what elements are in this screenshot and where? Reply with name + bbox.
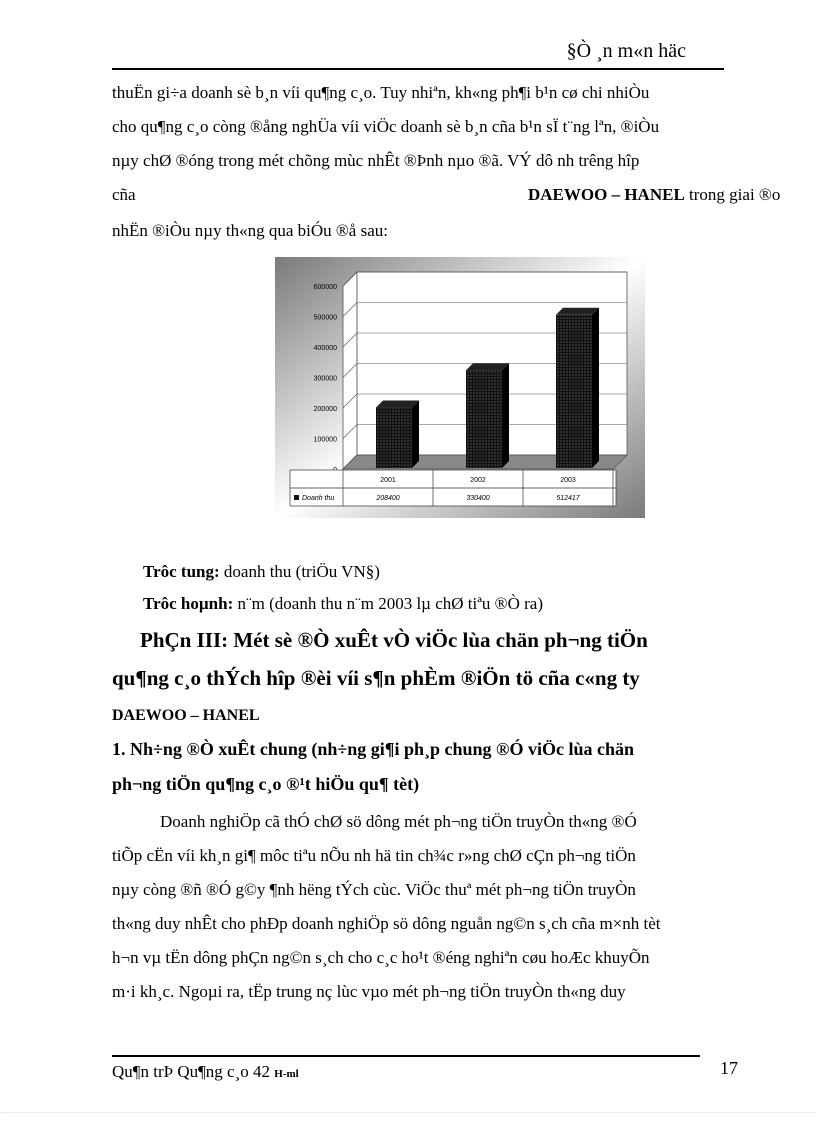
intro-line-1: thuËn gi÷a doanh sè b¸n víi qu¶ng c¸o. Tuy nhiªn, kh«ng ph¶i b¹n cø chi nhiÒu: [112, 83, 650, 102]
footer-divider: [112, 1055, 700, 1057]
x-tick-label: 2002: [470, 477, 486, 484]
bar-top: [466, 363, 509, 370]
bar-top: [556, 308, 599, 315]
bar: [376, 407, 412, 468]
y-axis-note-text: doanh thu (triÖu VN§): [219, 562, 380, 581]
subsection1-heading-line-2: ph¬ng tiÖn qu¶ng c¸o ®¹t hiÖu qu¶ tèt): [112, 774, 420, 794]
y-tick-label: 400000: [313, 345, 337, 352]
intro-line-4-tail: trong giai ®o: [689, 185, 781, 204]
bar: [466, 370, 502, 468]
y-tick-label: 600000: [313, 284, 337, 291]
y-tick-label: 500000: [313, 314, 337, 322]
legend-label: Doanh thu: [302, 495, 335, 502]
intro-line-5: nhËn ®iÒu nµy th«ng qua biÓu ®å sau:: [112, 221, 388, 240]
section3-heading-line-3: DAEWOO – HANEL: [112, 707, 260, 724]
intro-line-2: cho qu¶ng c¸o còng ®ång nghÜa víi viÖc doanh sè b¸n cña b¹n sÏ t¨ng lªn, ®iÒu: [112, 117, 660, 136]
footer-small-label: H-ml: [274, 1068, 299, 1080]
x-axis-note-label: Trôc hoµnh:: [143, 594, 234, 613]
y-tick-label: 200000: [313, 406, 337, 413]
company-name: DAEWOO – HANEL: [528, 185, 685, 204]
legend-swatch: [294, 495, 299, 500]
x-axis-note-text: n¨m (doanh thu n¨m 2003 lµ chØ tiªu ®Ò ra): [233, 594, 543, 613]
body-line-5: h¬n vµ tËn dông phÇn ng©n s¸ch cho c¸c ho¹t ®éng nghiªn cøu hoÆc khuyÕn: [112, 948, 650, 967]
page-header-title: §Ò ¸n m«n häc: [566, 40, 686, 62]
data-label: 330400: [466, 495, 490, 502]
body-line-4: th«ng duy nhÊt cho phÐp doanh nghiÖp sö dông nguån ng©n s¸ch cña m×nh tèt: [112, 914, 661, 933]
page-number: 17: [720, 1058, 738, 1078]
data-label: 208400: [376, 495, 400, 502]
y-tick-label: 100000: [313, 436, 337, 444]
footer-label: Qu¶n trÞ Qu¶ng c¸o 42: [112, 1062, 275, 1081]
revenue-chart: [275, 257, 645, 518]
x-tick-label: 2003: [560, 477, 576, 484]
bar: [556, 315, 592, 468]
bar-side: [502, 363, 509, 468]
bar-side: [592, 308, 599, 468]
y-tick-label: 300000: [313, 375, 337, 383]
intro-line-4-start: cña: [112, 185, 136, 204]
section3-heading-line-1: PhÇn III: Mét sè ®Ò xuÊt vÒ viÖc lùa chän ph¬ng tiÖn: [140, 628, 648, 652]
body-line-6: m·i kh¸c. Ngoµi ra, tËp trung nç lùc vµo mét ph¬ng tiÖn truyÒn th«ng duy: [112, 982, 626, 1001]
body-line-2: tiÕp cËn víi kh¸n gi¶ môc tiªu nÕu nh hä tin ch¾c r»ng chØ cÇn ph¬ng tiÖn: [112, 846, 636, 865]
intro-line-3: nµy chØ ®óng trong mét chõng mùc nhÊt ®Þnh nµo ®ã. VÝ dô nh trêng hîp: [112, 151, 640, 170]
bar-top: [376, 400, 419, 407]
footer-text: [112, 1062, 299, 1082]
data-label: 512417: [556, 495, 580, 502]
bar-side: [412, 400, 419, 468]
y-axis-note-label: Trôc tung:: [143, 562, 220, 581]
subsection1-heading-line-1: 1. Nh÷ng ®Ò xuÊt chung (nh÷ng gi¶i ph¸p chung ®Ó viÖc lùa chän: [112, 739, 635, 759]
body-line-3: nµy còng ®ñ ®Ó g©y ¶nh hëng tÝch cùc. ViÖc thuª mét ph¬ng tiÖn truyÒn: [112, 880, 636, 899]
x-tick-label: 2001: [380, 477, 396, 484]
intro-line-4-end: [528, 178, 780, 212]
y-axis-note: [143, 562, 380, 582]
chart-svg: [275, 257, 645, 518]
body-line-1: Doanh nghiÖp cã thÓ chØ sö dông mét ph¬ng tiÖn truyÒn th«ng ®Ó: [160, 812, 637, 831]
bottom-dotted-border: [0, 1112, 816, 1113]
header-divider: [112, 68, 724, 70]
x-axis-note: [143, 594, 543, 614]
section3-heading-line-2: qu¶ng c¸o thÝch hîp ®èi víi s¶n phÈm ®iÖn tö cña c«ng ty: [112, 666, 640, 690]
